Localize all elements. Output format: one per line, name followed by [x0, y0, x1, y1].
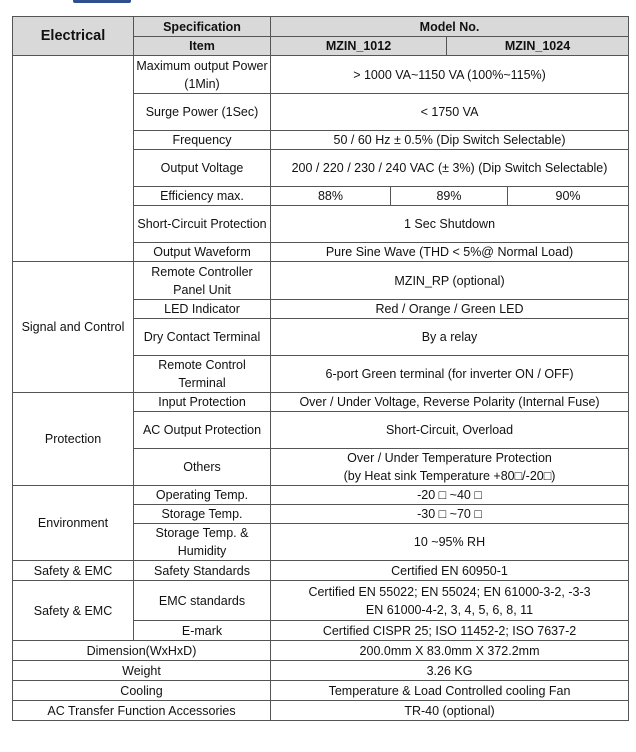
spec-value: Pure Sine Wave (THD < 5%@ Normal Load)	[271, 243, 629, 262]
spec-item: EMC standards	[134, 581, 271, 621]
spec-item: Others	[134, 449, 271, 486]
item-header: Item	[134, 37, 271, 56]
spec-item: Output Waveform	[134, 243, 271, 262]
spec-value: Temperature & Load Controlled cooling Fan	[271, 681, 629, 701]
spec-value: 200 / 220 / 230 / 240 VAC (± 3%) (Dip Switch Selectable)	[271, 150, 629, 187]
spec-item: Efficiency max.	[134, 187, 271, 206]
spec-value-line: Certified EN 55022; EN 55024; EN 61000-3-2, -3-3	[308, 584, 591, 599]
spec-value: Short-Circuit, Overload	[271, 412, 629, 449]
spec-value: 200.0mm X 83.0mm X 372.2mm	[271, 641, 629, 661]
group-label-protection: Protection	[13, 393, 134, 486]
table-row	[13, 262, 629, 300]
spec-item: Dry Contact Terminal	[134, 319, 271, 356]
spec-value-line: Over / Under Temperature Protection	[347, 451, 552, 465]
model-header-1024: MZIN_1024	[447, 37, 629, 56]
group-cell-electrical	[13, 56, 134, 262]
spec-value: < 1750 VA	[271, 94, 629, 131]
spec-item: Frequency	[134, 131, 271, 150]
group-header-electrical: Electrical	[13, 17, 134, 56]
efficiency-value-1: 88%	[271, 187, 391, 206]
spec-value: Certified CISPR 25; ISO 11452-2; ISO 7637-2	[271, 621, 629, 641]
spec-item: AC Transfer Function Accessories	[13, 701, 271, 721]
table-row	[13, 661, 629, 681]
spec-item: Surge Power (1Sec)	[134, 94, 271, 131]
table-row	[13, 581, 629, 621]
table-row	[13, 701, 629, 721]
spec-value: Certified EN 60950-1	[271, 561, 629, 581]
table-row	[13, 561, 629, 581]
spec-item: Input Protection	[134, 393, 271, 412]
table-row	[13, 56, 629, 94]
spec-value: By a relay	[271, 319, 629, 356]
spec-value: TR-40 (optional)	[271, 701, 629, 721]
group-label-safety: Safety & EMC	[13, 561, 134, 581]
spec-item: Safety Standards	[134, 561, 271, 581]
spec-value	[271, 581, 629, 621]
spec-item: Remote Control Terminal	[134, 356, 271, 393]
spec-value: Over / Under Voltage, Reverse Polarity (Internal Fuse)	[271, 393, 629, 412]
model-no-header: Model No.	[271, 17, 629, 37]
spec-table	[12, 16, 629, 721]
spec-value	[271, 449, 629, 486]
table-row	[13, 641, 629, 661]
group-label-environment: Environment	[13, 486, 134, 561]
model-header-1012: MZIN_1012	[271, 37, 447, 56]
spec-header: Specification	[134, 17, 271, 37]
spec-value: 1 Sec Shutdown	[271, 206, 629, 243]
spec-item: Operating Temp.	[134, 486, 271, 505]
spec-value: 6-port Green terminal (for inverter ON / OFF)	[271, 356, 629, 393]
spec-value: 3.26 KG	[271, 661, 629, 681]
group-label-safety-emc: Safety & EMC	[13, 581, 134, 641]
spec-value: > 1000 VA~1150 VA (100%~115%)	[271, 56, 629, 94]
spec-item: Maximum output Power (1Min)	[134, 56, 271, 94]
spec-item: Storage Temp.	[134, 505, 271, 524]
spec-value: -20 □ ~40 □	[271, 486, 629, 505]
spec-item: Cooling	[13, 681, 271, 701]
spec-value-line: (by Heat sink Temperature +80□/-20□)	[343, 469, 556, 483]
spec-value-line: EN 61000-4-2, 3, 4, 5, 6, 8, 11	[365, 602, 534, 617]
spec-item: Output Voltage	[134, 150, 271, 187]
table-row	[13, 681, 629, 701]
spec-value: -30 □ ~70 □	[271, 505, 629, 524]
spec-item: Weight	[13, 661, 271, 681]
spec-item: AC Output Protection	[134, 412, 271, 449]
table-row	[13, 393, 629, 412]
spec-value: 10 ~95% RH	[271, 524, 629, 561]
header-tab-decoration	[73, 0, 131, 3]
spec-item: Short-Circuit Protection	[134, 206, 271, 243]
header-row-1	[13, 17, 629, 37]
efficiency-value-3: 90%	[508, 187, 629, 206]
efficiency-value-2: 89%	[391, 187, 508, 206]
spec-item: LED Indicator	[134, 300, 271, 319]
table-row	[13, 486, 629, 505]
group-label-signal: Signal and Control	[13, 262, 134, 393]
spec-value: Red / Orange / Green LED	[271, 300, 629, 319]
spec-item: Remote Controller Panel Unit	[134, 262, 271, 300]
spec-item: Storage Temp. & Humidity	[134, 524, 271, 561]
spec-item: Dimension(WxHxD)	[13, 641, 271, 661]
spec-value: MZIN_RP (optional)	[271, 262, 629, 300]
spec-item: E-mark	[134, 621, 271, 641]
spec-value: 50 / 60 Hz ± 0.5% (Dip Switch Selectable)	[271, 131, 629, 150]
